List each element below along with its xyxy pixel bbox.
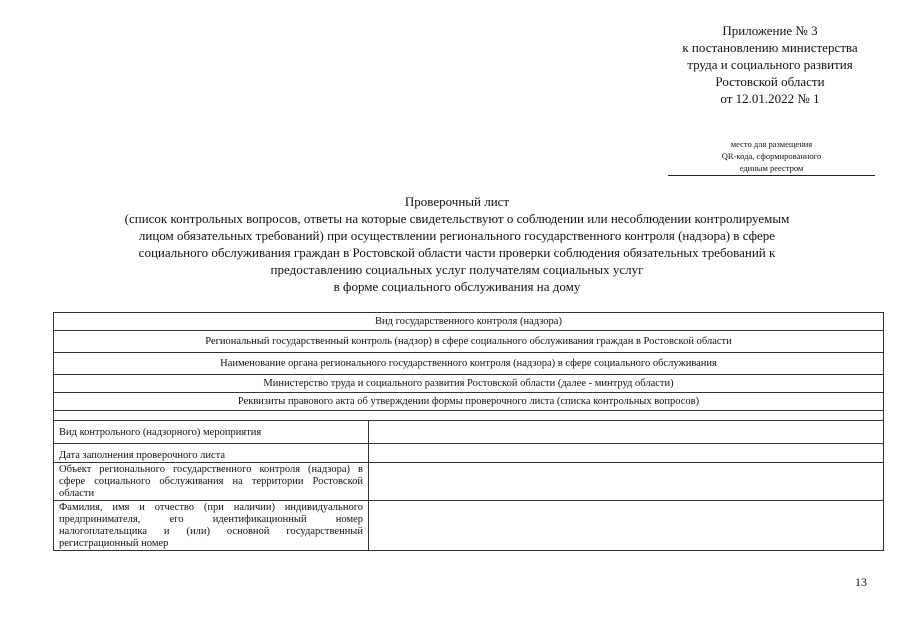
table-row <box>54 411 884 421</box>
checklist-table <box>53 312 884 551</box>
field-value[interactable] <box>369 501 884 551</box>
field-label: Объект регионального государственного контроля (надзора) в сфере социального обслуживания на территории Ростовской области <box>54 463 369 501</box>
qr-code-placeholder <box>668 138 875 176</box>
header-cell: Министерство труда и социального развития Ростовской области (далее - минтруд области) <box>54 375 884 393</box>
table-row <box>54 375 884 393</box>
title-line: социального обслуживания граждан в Ростовской области части проверки соблюдения обязательных требований к <box>138 245 776 260</box>
document-title <box>62 193 852 295</box>
field-value[interactable] <box>369 421 884 444</box>
table-row <box>54 353 884 375</box>
header-cell: Наименование органа регионального государственного контроля (надзора) в сфере социального обслуживания <box>54 353 884 375</box>
qr-note-line: единым реестром <box>739 163 804 173</box>
title-line: в форме социального обслуживания на дому <box>333 279 581 294</box>
header-cell: Реквизиты правового акта об утверждении формы проверочного листа (списка контрольных вопросов) <box>54 393 884 411</box>
appendix-block <box>660 22 880 107</box>
table-row <box>54 444 884 463</box>
qr-note-line: место для размещения <box>730 139 813 149</box>
appendix-line: к постановлению министерства <box>682 40 858 55</box>
table-row <box>54 463 884 501</box>
table-row <box>54 393 884 411</box>
field-label: Фамилия, имя и отчество (при наличии) индивидуального предпринимателя, его идентификационный номер налогоплательщика и (или) основной государственный регистрационный номер <box>54 501 369 551</box>
title-line: предоставлению социальных услуг получателям социальных услуг <box>270 262 644 277</box>
title-line: (список контрольных вопросов, ответы на которые свидетельствуют о соблюдении или несоблюдении контролируемым <box>124 211 790 226</box>
field-value[interactable] <box>369 463 884 501</box>
table-row <box>54 421 884 444</box>
appendix-line: от 12.01.2022 № 1 <box>720 91 820 106</box>
appendix-line: Ростовской области <box>715 74 825 89</box>
empty-cell <box>54 411 884 421</box>
appendix-line: труда и социального развития <box>687 57 853 72</box>
page-number: 13 <box>855 575 867 589</box>
table-row <box>54 501 884 551</box>
field-value[interactable] <box>369 444 884 463</box>
header-cell: Вид государственного контроля (надзора) <box>54 313 884 331</box>
field-label: Вид контрольного (надзорного) мероприятия <box>54 421 369 444</box>
appendix-line: Приложение № 3 <box>722 23 818 38</box>
table-row <box>54 313 884 331</box>
title-line: лицом обязательных требований) при осуществлении регионального государственного контроля (надзора) в сфере <box>138 228 776 243</box>
qr-note-line: QR-кода, сформированного <box>721 151 822 161</box>
field-label: Дата заполнения проверочного листа <box>54 444 369 463</box>
header-cell: Региональный государственный контроль (надзор) в сфере социального обслуживания граждан в Ростовской области <box>54 331 884 353</box>
title-heading: Проверочный лист <box>404 194 510 209</box>
table-row <box>54 331 884 353</box>
